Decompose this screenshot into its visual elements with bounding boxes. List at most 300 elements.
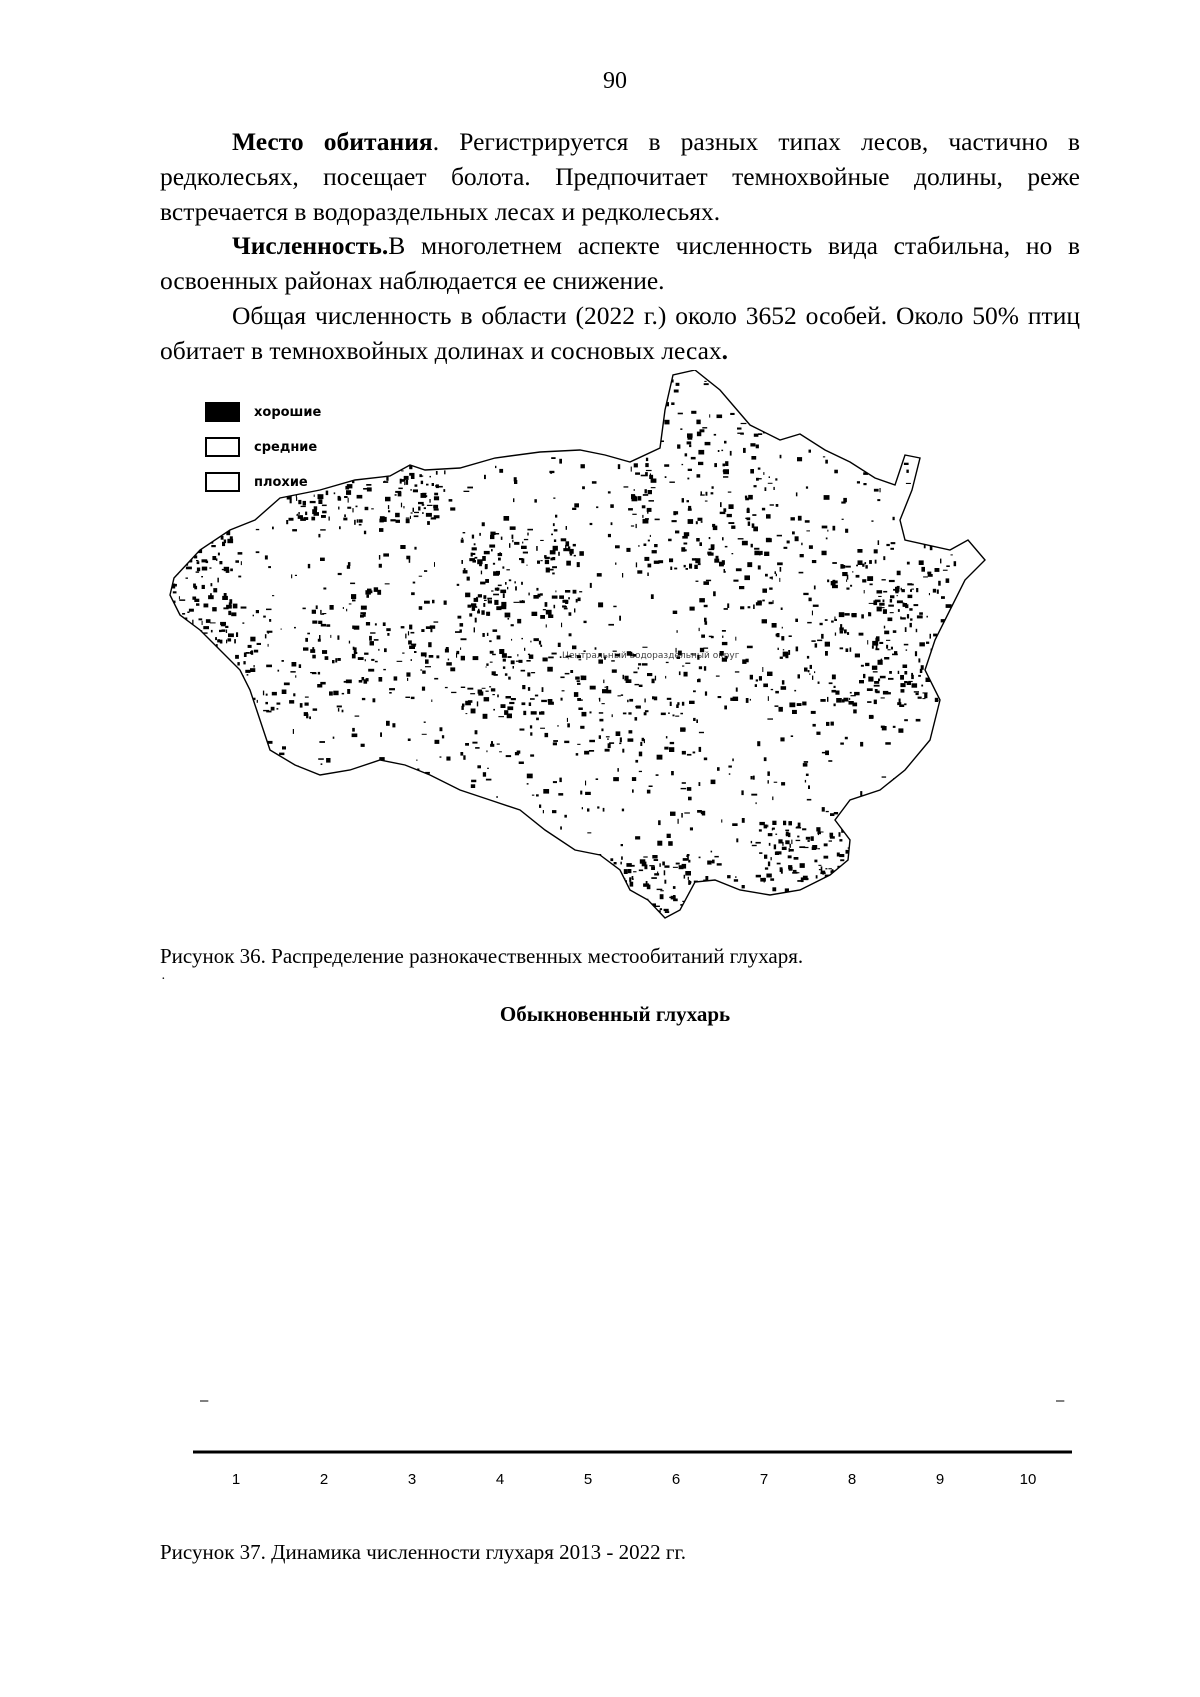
good-habitat-patch (665, 676, 666, 679)
good-habitat-patch (488, 857, 489, 859)
good-habitat-patch (178, 562, 179, 564)
good-habitat-patch (664, 880, 666, 884)
good-habitat-patch (861, 430, 864, 434)
good-habitat-patch (814, 671, 815, 673)
good-habitat-patch (900, 675, 904, 680)
good-habitat-patch (469, 558, 475, 561)
good-habitat-patch (767, 908, 770, 910)
good-habitat-patch (682, 536, 688, 539)
good-habitat-patch (619, 876, 622, 877)
good-habitat-patch (166, 648, 168, 651)
good-habitat-patch (945, 740, 946, 743)
good-habitat-patch (865, 663, 869, 666)
good-habitat-patch (228, 633, 234, 637)
good-habitat-patch (698, 450, 704, 455)
good-habitat-patch (551, 534, 553, 536)
good-habitat-patch (577, 744, 580, 745)
good-habitat-patch (677, 702, 679, 705)
good-habitat-patch (306, 714, 308, 719)
good-habitat-patch (714, 434, 716, 436)
good-habitat-patch (704, 666, 706, 671)
good-habitat-patch (644, 922, 649, 925)
good-habitat-patch (538, 883, 541, 887)
good-habitat-patch (467, 577, 470, 581)
x-tick-label: 4 (495, 1471, 505, 1488)
good-habitat-patch (317, 684, 322, 688)
good-habitat-patch (465, 386, 470, 390)
good-habitat-patch (747, 562, 752, 567)
good-habitat-patch (202, 639, 207, 644)
good-habitat-patch (204, 374, 207, 375)
good-habitat-patch (754, 551, 759, 556)
good-habitat-patch (689, 912, 695, 917)
good-habitat-patch (195, 667, 199, 670)
good-habitat-patch (763, 684, 768, 688)
good-habitat-patch (395, 453, 400, 458)
good-habitat-patch (785, 840, 789, 844)
good-habitat-patch (842, 893, 847, 896)
good-habitat-patch (837, 853, 840, 857)
good-habitat-patch (926, 409, 931, 413)
good-habitat-patch (566, 561, 571, 566)
good-habitat-patch (433, 505, 438, 509)
good-habitat-patch (825, 460, 828, 464)
good-habitat-patch (858, 849, 862, 853)
good-habitat-patch (307, 633, 310, 635)
good-habitat-patch (791, 517, 795, 520)
good-habitat-patch (936, 649, 941, 651)
good-habitat-patch (213, 691, 217, 695)
good-habitat-patch (231, 612, 236, 616)
good-habitat-patch (411, 512, 413, 513)
good-habitat-patch (808, 670, 809, 672)
good-habitat-patch (216, 819, 222, 824)
good-habitat-patch (652, 855, 657, 859)
good-habitat-patch (360, 612, 366, 614)
good-habitat-patch (783, 821, 786, 826)
good-habitat-patch (580, 791, 582, 795)
good-habitat-patch (753, 776, 755, 780)
good-habitat-patch (682, 751, 686, 755)
good-habitat-patch (188, 769, 192, 772)
good-habitat-patch (881, 697, 885, 698)
good-habitat-patch (448, 659, 449, 661)
good-habitat-patch (514, 542, 519, 545)
good-habitat-patch (846, 648, 849, 652)
good-habitat-patch (820, 623, 823, 625)
good-habitat-patch (899, 797, 902, 799)
good-habitat-patch (654, 859, 659, 861)
good-habitat-patch (340, 471, 346, 476)
good-habitat-patch (326, 624, 330, 627)
good-habitat-patch (619, 743, 621, 745)
good-habitat-patch (338, 496, 341, 500)
good-habitat-patch (711, 544, 715, 549)
good-habitat-patch (826, 811, 829, 812)
good-habitat-patch (322, 505, 327, 507)
good-habitat-patch (952, 924, 956, 925)
good-habitat-patch (677, 630, 678, 633)
good-habitat-patch (250, 637, 255, 642)
good-habitat-patch (782, 847, 787, 850)
good-habitat-patch (918, 697, 922, 699)
good-habitat-patch (507, 587, 508, 589)
good-habitat-patch (600, 912, 603, 916)
good-habitat-patch (903, 665, 908, 669)
good-habitat-patch (422, 447, 424, 452)
good-habitat-patch (295, 675, 296, 677)
good-habitat-patch (806, 530, 810, 531)
good-habitat-patch (345, 413, 351, 418)
good-habitat-patch (791, 377, 793, 380)
good-habitat-patch (386, 628, 390, 631)
good-habitat-patch (721, 819, 722, 822)
good-habitat-patch (314, 512, 320, 516)
good-habitat-patch (962, 381, 965, 382)
good-habitat-patch (392, 723, 395, 727)
good-habitat-patch (651, 479, 657, 483)
good-habitat-patch (642, 505, 646, 508)
good-habitat-patch (940, 559, 941, 564)
good-habitat-patch (606, 431, 612, 435)
good-habitat-patch (536, 588, 538, 591)
good-habitat-patch (226, 630, 227, 634)
good-habitat-patch (649, 907, 650, 912)
good-habitat-patch (549, 444, 555, 448)
good-habitat-patch (940, 492, 945, 494)
good-habitat-patch (349, 603, 352, 604)
good-habitat-patch (329, 469, 332, 470)
good-habitat-patch (371, 659, 374, 661)
good-habitat-patch (592, 481, 597, 484)
good-habitat-patch (660, 894, 664, 899)
good-habitat-patch (522, 702, 526, 705)
good-habitat-patch (812, 405, 816, 409)
good-habitat-patch (541, 422, 547, 425)
good-habitat-patch (309, 716, 311, 719)
good-habitat-patch (865, 565, 867, 569)
good-habitat-patch (424, 507, 426, 509)
good-habitat-patch (216, 659, 219, 663)
good-habitat-patch (444, 395, 446, 399)
good-habitat-patch (665, 911, 669, 913)
good-habitat-patch (354, 626, 360, 630)
good-habitat-patch (356, 506, 358, 508)
good-habitat-patch (682, 782, 686, 784)
good-habitat-patch (954, 561, 957, 566)
good-habitat-patch (348, 498, 349, 503)
good-habitat-patch (181, 445, 184, 449)
good-habitat-patch (856, 575, 860, 578)
good-habitat-patch (758, 468, 761, 470)
good-habitat-patch (971, 372, 972, 374)
good-habitat-patch (349, 461, 350, 462)
good-habitat-patch (780, 455, 782, 459)
good-habitat-patch (444, 470, 445, 474)
good-habitat-patch (687, 441, 692, 444)
good-habitat-patch (336, 480, 340, 482)
good-habitat-patch (645, 463, 648, 467)
good-habitat-patch (947, 838, 953, 841)
total-paragraph (160, 298, 1080, 368)
good-habitat-patch (233, 775, 237, 777)
good-habitat-patch (818, 865, 821, 866)
good-habitat-patch (856, 565, 858, 567)
good-habitat-patch (379, 555, 380, 560)
good-habitat-patch (890, 548, 894, 550)
good-habitat-patch (699, 628, 700, 631)
good-habitat-patch (681, 729, 686, 731)
good-habitat-patch (394, 676, 398, 680)
good-habitat-patch (860, 821, 861, 822)
good-habitat-patch (883, 858, 884, 863)
good-habitat-patch (527, 529, 533, 531)
good-habitat-patch (720, 502, 722, 507)
good-habitat-patch (944, 875, 950, 877)
good-habitat-patch (806, 878, 809, 880)
good-habitat-patch (483, 772, 486, 777)
good-habitat-patch (840, 631, 843, 634)
good-habitat-patch (465, 593, 470, 598)
good-habitat-patch (472, 553, 476, 555)
good-habitat-patch (696, 521, 698, 524)
good-habitat-patch (936, 848, 941, 853)
good-habitat-patch (703, 581, 709, 585)
good-habitat-patch (413, 815, 419, 820)
x-tick-label: 5 (583, 1471, 593, 1488)
good-habitat-patch (885, 742, 891, 745)
good-habitat-patch (272, 527, 274, 530)
good-habitat-patch (376, 896, 377, 898)
good-habitat-patch (546, 610, 552, 615)
good-habitat-patch (204, 835, 208, 838)
good-habitat-patch (382, 389, 388, 393)
good-habitat-patch (635, 717, 638, 721)
good-habitat-patch (869, 603, 874, 604)
good-habitat-patch (769, 376, 775, 380)
good-habitat-patch (921, 685, 923, 687)
good-habitat-patch (845, 566, 851, 568)
good-habitat-patch (855, 654, 860, 658)
good-habitat-patch (220, 622, 226, 625)
good-habitat-patch (458, 616, 462, 619)
good-habitat-patch (379, 528, 383, 532)
good-habitat-patch (704, 605, 708, 607)
good-habitat-patch (809, 545, 813, 549)
good-habitat-patch (946, 541, 949, 546)
good-habitat-patch (531, 711, 537, 714)
good-habitat-patch (795, 536, 799, 541)
good-habitat-patch (935, 700, 939, 702)
good-habitat-patch (842, 519, 844, 520)
good-habitat-patch (939, 637, 943, 640)
good-habitat-patch (971, 524, 973, 526)
good-habitat-patch (883, 600, 885, 603)
good-habitat-patch (176, 785, 180, 787)
good-habitat-patch (820, 699, 825, 702)
good-habitat-patch (855, 873, 858, 876)
good-habitat-patch (762, 401, 764, 402)
good-habitat-patch (688, 506, 691, 509)
good-habitat-patch (238, 552, 243, 555)
good-habitat-patch (878, 386, 884, 391)
good-habitat-patch (318, 639, 321, 642)
good-habitat-patch (874, 685, 880, 687)
good-habitat-patch (914, 604, 919, 606)
good-habitat-patch (398, 488, 402, 490)
good-habitat-patch (333, 691, 338, 696)
good-habitat-patch (344, 496, 348, 498)
good-habitat-patch (696, 898, 700, 903)
good-habitat-patch (699, 747, 702, 752)
good-habitat-patch (640, 742, 642, 746)
good-habitat-patch (467, 688, 473, 690)
good-habitat-patch (460, 647, 461, 650)
good-habitat-patch (320, 610, 321, 614)
good-habitat-patch (410, 786, 411, 790)
good-habitat-patch (893, 630, 897, 633)
good-habitat-patch (291, 574, 292, 578)
good-habitat-patch (202, 621, 203, 625)
good-habitat-patch (768, 780, 769, 783)
good-habitat-patch (754, 434, 759, 437)
good-habitat-patch (776, 851, 782, 854)
good-habitat-patch (798, 674, 801, 678)
good-habitat-patch (698, 518, 703, 521)
good-habitat-patch (218, 699, 222, 701)
good-habitat-patch (346, 466, 347, 469)
good-habitat-patch (918, 658, 920, 662)
good-habitat-patch (282, 690, 287, 695)
good-habitat-patch (434, 562, 435, 567)
good-habitat-patch (534, 638, 539, 641)
good-habitat-patch (797, 457, 802, 461)
good-habitat-patch (727, 875, 731, 878)
good-habitat-patch (818, 682, 820, 684)
good-habitat-patch (442, 735, 444, 738)
good-habitat-patch (552, 653, 557, 655)
good-habitat-patch (389, 688, 395, 690)
good-habitat-patch (564, 741, 569, 743)
good-habitat-patch (573, 438, 577, 442)
good-habitat-patch (638, 667, 639, 669)
good-habitat-patch (759, 829, 762, 831)
good-habitat-patch (412, 386, 416, 389)
good-habitat-patch (765, 574, 768, 577)
good-habitat-patch (728, 522, 734, 524)
good-habitat-patch (834, 619, 837, 621)
good-habitat-patch (530, 641, 531, 643)
good-habitat-patch (874, 700, 877, 705)
good-habitat-patch (937, 590, 939, 594)
good-habitat-patch (224, 593, 227, 596)
good-habitat-patch (186, 578, 189, 579)
good-habitat-patch (462, 538, 464, 540)
good-habitat-patch (530, 421, 531, 426)
good-habitat-patch (272, 692, 277, 696)
good-habitat-patch (207, 792, 212, 794)
good-habitat-patch (401, 626, 405, 628)
good-habitat-patch (480, 582, 485, 585)
good-habitat-patch (445, 687, 448, 688)
good-habitat-patch (791, 735, 793, 737)
good-habitat-patch (643, 856, 647, 857)
good-habitat-patch (641, 475, 646, 477)
good-habitat-patch (780, 567, 782, 572)
good-habitat-patch (923, 867, 926, 871)
good-habitat-patch (736, 389, 737, 393)
good-habitat-patch (234, 639, 236, 643)
good-habitat-patch (904, 703, 906, 705)
good-habitat-patch (781, 686, 787, 690)
good-habitat-patch (928, 417, 933, 421)
good-habitat-patch (667, 698, 672, 700)
good-habitat-patch (759, 552, 761, 556)
good-habitat-patch (577, 562, 580, 567)
good-habitat-patch (645, 710, 649, 712)
good-habitat-patch (553, 781, 557, 783)
good-habitat-patch (560, 677, 564, 679)
good-habitat-patch (184, 489, 189, 492)
good-habitat-patch (587, 832, 591, 833)
good-habitat-patch (711, 636, 714, 638)
good-habitat-patch (775, 834, 777, 835)
good-habitat-patch (383, 470, 386, 471)
good-habitat-patch (890, 595, 894, 598)
good-habitat-patch (605, 749, 610, 752)
good-habitat-patch (362, 677, 365, 680)
good-habitat-patch (915, 651, 917, 656)
good-habitat-patch (509, 543, 510, 548)
good-habitat-patch (632, 414, 635, 417)
good-habitat-patch (505, 613, 511, 618)
good-habitat-patch (935, 739, 940, 740)
good-habitat-patch (826, 538, 828, 540)
good-habitat-patch (387, 473, 389, 475)
good-habitat-patch (332, 391, 338, 393)
good-habitat-patch (549, 471, 554, 473)
good-habitat-patch (197, 561, 200, 564)
good-habitat-patch (648, 490, 652, 494)
good-habitat-patch (543, 609, 546, 610)
good-habitat-patch (768, 483, 773, 484)
good-habitat-patch (522, 542, 523, 544)
good-habitat-patch (888, 605, 894, 607)
good-habitat-patch (879, 607, 885, 608)
good-habitat-patch (642, 663, 648, 665)
good-habitat-patch (429, 655, 434, 658)
good-habitat-patch (906, 649, 908, 650)
good-habitat-patch (882, 478, 887, 480)
good-habitat-patch (555, 435, 558, 438)
good-habitat-patch (812, 845, 817, 849)
good-habitat-patch (599, 719, 603, 722)
good-habitat-patch (338, 507, 339, 510)
good-habitat-patch (740, 606, 744, 609)
good-habitat-patch (954, 489, 960, 494)
good-habitat-patch (684, 532, 689, 536)
good-habitat-patch (167, 415, 170, 419)
good-habitat-patch (910, 618, 912, 620)
good-habitat-patch (446, 662, 452, 665)
good-habitat-patch (714, 463, 717, 467)
good-habitat-patch (656, 386, 659, 389)
good-habitat-patch (539, 805, 541, 808)
good-habitat-patch (908, 681, 912, 682)
good-habitat-patch (210, 622, 216, 623)
good-habitat-patch (343, 518, 347, 521)
good-habitat-patch (657, 889, 663, 890)
